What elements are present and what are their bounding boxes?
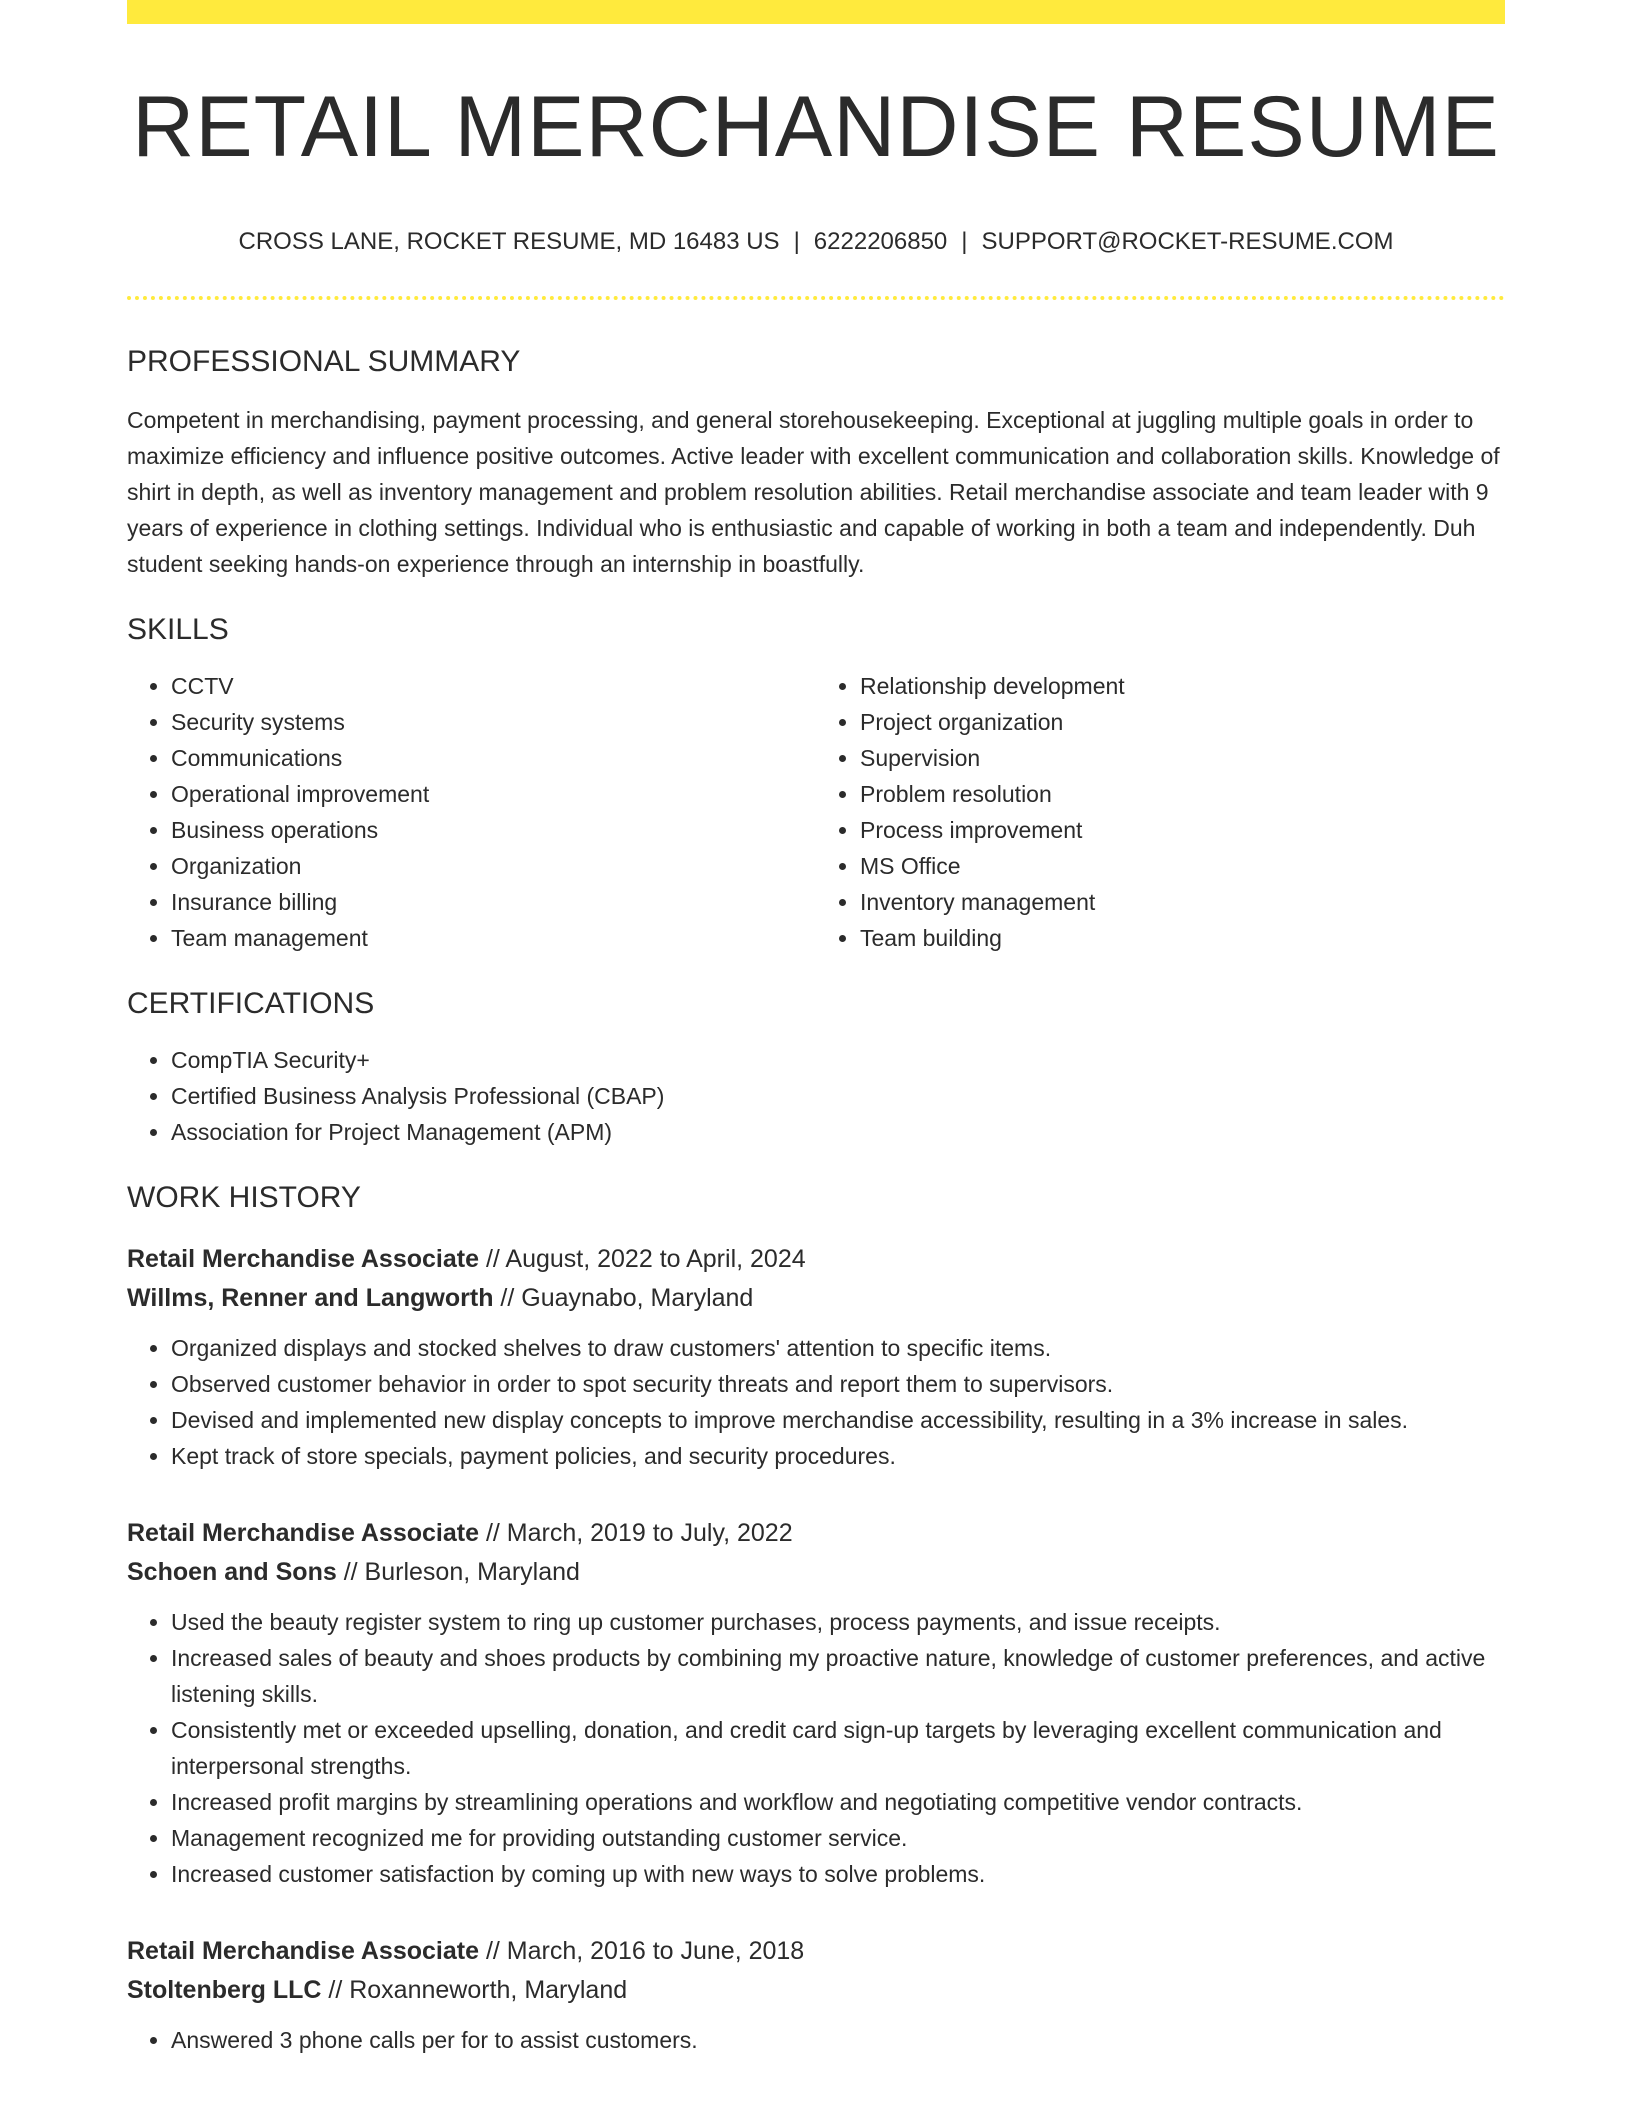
skill-item: • CCTV: [171, 668, 816, 704]
job-bullet: • Used the beauty register system to ring up customer purchases, process payments, and issue receipts.: [171, 1604, 1505, 1640]
skill-item: • Supervision: [860, 740, 1505, 776]
job-bullet: • Observed customer behavior in order to spot security threats and report them to supervisors.: [171, 1366, 1505, 1402]
skill-item: • Inventory management: [860, 884, 1505, 920]
job-location: // Roxanneworth, Maryland: [321, 1976, 628, 2004]
job-company: Schoen and Sons: [127, 1558, 337, 1586]
skill-item: • Team building: [860, 920, 1505, 956]
job-bullet: • Increased customer satisfaction by coming up with new ways to solve problems.: [171, 1856, 1505, 1892]
skill-item: • Insurance billing: [171, 884, 816, 920]
job-bullet: • Management recognized me for providing outstanding customer service.: [171, 1820, 1505, 1856]
job-dates: // August, 2022 to April, 2024: [479, 1245, 806, 1273]
summary-heading: PROFESSIONAL SUMMARY: [127, 345, 521, 378]
skill-item: • Business operations: [171, 812, 816, 848]
skill-item: • Organization: [171, 848, 816, 884]
certifications-section: [127, 986, 1505, 1150]
job-company: Stoltenberg LLC: [127, 1976, 322, 2004]
certifications-heading: CERTIFICATIONS: [127, 987, 375, 1020]
job-bullet: • Devised and implemented new display concepts to improve merchandise accessibility, resulting in a 3% increase in sales.: [171, 1402, 1505, 1438]
skill-item: • Relationship development: [860, 668, 1505, 704]
contact-separator: |: [793, 228, 800, 255]
job-dates: // March, 2016 to June, 2018: [479, 1937, 805, 1965]
dotted-divider: [127, 296, 1505, 300]
resume-page: [127, 0, 1505, 2058]
job-bullet: • Increased profit margins by streamlining operations and workflow and negotiating competitive vendor contracts.: [171, 1784, 1505, 1820]
job-company: Willms, Renner and Langworth: [127, 1284, 494, 1312]
job-dates: // March, 2019 to July, 2022: [479, 1519, 793, 1547]
resume-title: RETAIL MERCHANDISE RESUME: [132, 79, 1500, 175]
job-bullet: • Answered 3 phone calls per for to assist customers.: [171, 2022, 1505, 2058]
accent-top-bar: [127, 0, 1505, 24]
job-title: Retail Merchandise Associate: [127, 1519, 479, 1547]
job-location: // Guaynabo, Maryland: [493, 1284, 754, 1312]
job-bullet: • Consistently met or exceeded upselling, donation, and credit card sign-up targets by leveraging excellent communication and interpersonal strengths.: [171, 1712, 1505, 1784]
skill-item: • Operational improvement: [171, 776, 816, 812]
job-entry: [127, 1514, 1505, 1892]
job-entry: [127, 1932, 1505, 2058]
skill-item: • Team management: [171, 920, 816, 956]
summary-section: [127, 344, 1505, 582]
address-text: CROSS LANE, ROCKET RESUME, MD 16483 US: [238, 228, 780, 255]
job-bullets: [127, 2022, 1505, 2058]
certifications-list: [127, 1042, 1505, 1150]
skills-columns: [127, 648, 1505, 956]
job-title-line: [127, 1514, 1505, 1553]
job-bullet: • Increased sales of beauty and shoes products by combining my proactive nature, knowledge of customer preferences, and active listening skills.: [171, 1640, 1505, 1712]
skill-item: • Communications: [171, 740, 816, 776]
skill-item: • MS Office: [860, 848, 1505, 884]
certification-item: • Association for Project Management (APM): [171, 1114, 1505, 1150]
skills-section: [127, 612, 1505, 956]
phone-text: 6222206850: [813, 228, 948, 255]
job-bullet: • Organized displays and stocked shelves to draw customers' attention to specific items.: [171, 1330, 1505, 1366]
job-title: Retail Merchandise Associate: [127, 1245, 479, 1273]
skill-item: • Problem resolution: [860, 776, 1505, 812]
skills-list-left: [127, 668, 816, 956]
skills-heading: SKILLS: [127, 613, 229, 646]
job-company-line: [127, 1553, 1505, 1592]
skill-item: • Security systems: [171, 704, 816, 740]
job-location: // Burleson, Maryland: [336, 1558, 580, 1586]
contact-separator: |: [961, 228, 968, 255]
job-company-line: [127, 1279, 1505, 1318]
skill-item: • Process improvement: [860, 812, 1505, 848]
work-history-heading: WORK HISTORY: [127, 1181, 361, 1214]
job-company-line: [127, 1971, 1505, 2010]
certification-item: • CompTIA Security+: [171, 1042, 1505, 1078]
email-link[interactable]: SUPPORT@ROCKET-RESUME.COM: [981, 228, 1394, 255]
summary-text: Competent in merchandising, payment processing, and general storehousekeeping. Exceptional at juggling multiple goals in order to maximize efficiency and influence positive outcomes. Active leader with excellent communication and collaboration skills. Knowledge of shirt in depth, as well as inventory management and problem resolution abilities. Retail merchandise associate and team leader with 9 years of experience in clothing settings. Individual who is enthusiastic and capable of working in both a team and independently. Duh student seeking hands-on experience through an internship in boastfully.: [127, 407, 1500, 577]
skill-item: • Project organization: [860, 704, 1505, 740]
job-entry: [127, 1240, 1505, 1474]
job-bullet: • Kept track of store specials, payment policies, and security procedures.: [171, 1438, 1505, 1474]
certification-item: • Certified Business Analysis Professional (CBAP): [171, 1078, 1505, 1114]
work-history-section: [127, 1180, 1505, 2058]
job-title-line: [127, 1932, 1505, 1971]
job-bullets: [127, 1604, 1505, 1892]
contact-line: [127, 228, 1505, 256]
job-title: Retail Merchandise Associate: [127, 1937, 479, 1965]
job-title-line: [127, 1240, 1505, 1279]
job-bullets: [127, 1330, 1505, 1474]
skills-list-right: [816, 668, 1505, 956]
